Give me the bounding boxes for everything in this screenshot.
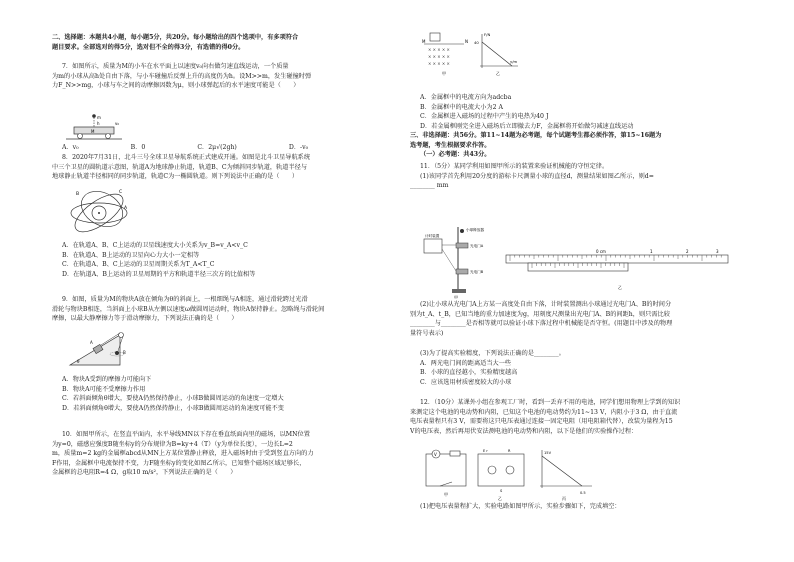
option-b: B．0 <box>130 144 146 151</box>
label: y/m <box>510 59 518 64</box>
question-12 <box>410 398 745 436</box>
section-2-heading: 二、选择题：本题共4小题，每小题5分，共20分。每小题给出的四个选项中，有多项符合 <box>52 34 299 41</box>
option-c: C．应该选用材质密度较大的小球 <box>420 378 512 386</box>
option-c: C．金属框进入磁场的过程中产生的电热为40 J <box>420 113 549 121</box>
q12-figure <box>422 446 602 502</box>
label: 1 <box>650 249 653 254</box>
section-3-heading-cont: 选考题，考生根据要求作答。 <box>410 141 491 149</box>
label: θ <box>77 359 80 364</box>
label: 光电门B <box>470 270 484 274</box>
label: 甲 <box>454 295 458 299</box>
label: S <box>500 489 503 493</box>
q7-line: 7．如图所示，质量为M的小车在水平面上以速度v₀向右做匀速直线运动，一个质量 <box>62 63 289 70</box>
label: A <box>124 206 128 211</box>
q10-line: 金属框的总电阻R=4 Ω，g取10 m/s²，下列说法正确的是（ ） <box>52 469 237 477</box>
label: 40 <box>474 40 479 45</box>
label: 乙 <box>498 496 502 501</box>
label: 乙 <box>496 71 500 76</box>
q12-step1: (1)把电压表量程扩大，实验电路如图甲所示，实验步骤如下，完成填空： <box>420 503 621 510</box>
option-d: D．-v₀ <box>288 144 309 151</box>
ball <box>92 114 96 118</box>
label: M <box>91 129 95 134</box>
question-10 <box>52 430 382 478</box>
question-11-part3 <box>410 349 745 387</box>
q9-options <box>62 375 382 413</box>
label: 3 <box>716 249 719 254</box>
q7-line: 力F_N>>mg，小球与车之间的动摩擦因数为μ，则小球弹起后的水平速度可能是（ ） <box>52 82 300 90</box>
label: B <box>123 350 126 355</box>
label: B <box>76 192 80 197</box>
q8-line: 地球静止轨道半径相同的同步轨道，轨道C为一椭圆轨道。则下列说法中正确的是（ ） <box>52 173 299 181</box>
q8-line: 中三个卫星的圆轨道示意图，轨道A为地球静止轨道，轨道B、C为倾斜同步轨道，轨道半径与 <box>52 163 308 171</box>
q10-line: m，质量m=2 kg的金属框abcd从MN上方某位置静止释放，进入磁场时由于受到竖直方向的力 <box>52 450 314 458</box>
svg-text:× × × × ×: × × × × × <box>428 54 450 59</box>
option-a: A．物块A受到的摩擦力可能向下 <box>62 376 152 383</box>
label: v₀ <box>115 121 119 126</box>
q11c-line: (3)为了提高实验精度，下列说法正确的是________。 <box>420 350 565 357</box>
question-9 <box>52 295 382 324</box>
q11-figure <box>418 223 748 299</box>
question-11-part2 <box>410 300 745 338</box>
label: 乙 <box>618 285 622 290</box>
label: 2 <box>686 249 689 254</box>
option-a: A．v₀ <box>62 144 79 151</box>
q10-figure <box>422 30 522 78</box>
label: h <box>97 121 100 126</box>
label: 小球释放器 <box>466 228 484 232</box>
question-8 <box>52 153 382 182</box>
svg-text:× × × × ×: × × × × × <box>428 61 450 66</box>
q10-line: 10．如图甲所示，在竖直平面内，水平导线MN以下存在垂直纸面向里的磁场，以MN位置 <box>62 431 310 438</box>
label: V <box>434 452 437 457</box>
label: C <box>119 190 123 195</box>
option-c: C．2μ√(2gh) <box>197 144 237 151</box>
option-b: B．金属框中的电流大小为2 A <box>420 103 503 111</box>
label: R <box>508 449 511 453</box>
label: 光电门A <box>470 244 484 248</box>
label: M <box>422 39 426 44</box>
q8-options <box>62 241 382 279</box>
section-3-heading: 三、非选择题：共56分。第11~14题为必考题，每个试题考生都必须作答，第15~16题为 <box>410 132 662 139</box>
q7-cart-figure <box>64 113 124 143</box>
svg-text:× × × × ×: × × × × × <box>428 47 450 52</box>
q8-orbit-figure <box>64 185 134 240</box>
q7-options <box>62 143 382 153</box>
option-d: D．若斜面倾角θ增大，要使A仍然保持静止，小球B做圆周运动的角速度可能不变 <box>62 404 284 412</box>
q9-line: 9．如图，质量为M的物块A放在倾角为θ的斜面上，一根细绳与A相连，通过滑轮跨过光滑 <box>62 296 308 303</box>
q10-options <box>420 93 745 131</box>
label: E r <box>483 449 488 453</box>
section-2-heading-cont: 题目要求。全部选对的得5分，选对但不全的得3分，有选错的得0分。 <box>52 43 245 51</box>
section-3 <box>410 131 745 160</box>
q9-incline-figure <box>68 327 128 369</box>
q11b-line: 别为t_A、t_B，已知当地的重力加速度为g，用刻度尺测量出光电门A、B的间距h，则只需比较 <box>410 310 670 318</box>
label: F/N <box>484 32 491 37</box>
q9-line: 滑轮与物块B相连，当斜面上小球B从左侧以速度ω做圆周运动时，物块A保持静止。忽略绳与滑轮间 <box>52 305 325 313</box>
option-b: B．在轨道A、B上运动的卫星向心力大小一定相等 <box>62 251 200 259</box>
q12-line: 电压表量程只有3 V，需要将这只电压表通过连接一固定电阻（用电阻箱代替），改装为量程为15 <box>410 418 673 426</box>
q11b-line: 量符号表示) <box>410 329 444 337</box>
label: 计时装置 <box>425 234 440 238</box>
label: 15V <box>544 451 552 455</box>
option-c: C．若斜面倾角θ增大，要使A仍然保持静止，小球B做圆周运动的角速度一定增大 <box>62 395 284 403</box>
q11b-line: (2)让小球从光电门A上方某一高度处自由下落，计时装置测出小球通过光电门A、B的时间分 <box>420 301 672 308</box>
option-b: B．小球的直径越小，实验精度越高 <box>420 369 518 377</box>
label: 甲 <box>442 71 446 76</box>
option-d: D．若金属框刚完全进入磁场后立即撤去力F，金属框将开始做匀减速直线运动 <box>420 122 634 130</box>
label: 甲 <box>444 492 448 497</box>
q12-line: V的电压表，然后再用伏安法测电池的电动势和内阻，以下是他们的实验操作过程： <box>410 427 638 435</box>
q11-line: 11．（5分）某同学利用如图甲所示的装置来验证机械能的守恒定律。 <box>420 163 609 170</box>
q7-line: 为m的小球从高h处自由下落，与小车碰撞后反弹上升的高度仍为h。设M>>m，发生碰撞时弹 <box>52 72 312 80</box>
option-b: B．物块A可能不受摩擦力作用 <box>62 385 146 393</box>
option-a: A．两光电门间的距离适当大一些 <box>420 359 512 367</box>
q12-line: 12．（10分）某课外小组在参观工厂时，看到一丢弃不用的电池，同学们想用物理上学到的知识 <box>420 399 681 406</box>
label: 丙 <box>562 496 566 501</box>
q11-line: ________ mm <box>410 182 449 190</box>
q11-line: (1)该同学首先利用20分度的游标卡尺测量小球的直径d，测量结果如图乙所示，则d= <box>420 172 654 180</box>
option-a: A．在轨道A、B、C上运动的卫星线速度大小关系为v_B=v_A<v_C <box>62 242 248 249</box>
q12-line: 来测定这个电池的电动势和内阻，已知这个电池的电动势约为11~13 V，内阻小于3 Ω，由于直流 <box>410 408 678 416</box>
q9-line: 摩擦，以最大静摩擦力等于滑动摩擦力，下列说法正确的是（ ） <box>52 315 238 323</box>
label: 0.5 <box>580 491 586 495</box>
option-d: D．在轨道A、B上运动的卫星周期的平方和轨道半径三次方的比值相等 <box>62 270 256 278</box>
option-a: A．金属框中的电流方向为adcba <box>420 94 512 101</box>
label: m <box>97 115 101 120</box>
question-7 <box>52 62 382 91</box>
q11b-line: ________与________是否相等就可以验证小球下落过程中机械能是否守恒。(用题目中涉及的物理 <box>410 320 673 328</box>
label: A <box>90 340 93 345</box>
q8-line: 8．2020年7月31日，北斗三号全球卫星导航系统正式建成开通。如图是北斗卫星导航系统 <box>62 154 311 161</box>
question-11 <box>410 162 745 191</box>
option-c: C．在轨道A、B、C上运动的卫星周期关系为T_A<T_C <box>62 261 215 269</box>
label: 0 cm <box>596 249 606 254</box>
q10-line: 为y=0，磁感应强度B随坐标y的分布规律为B=ky+4（T）（y为单位长度），一边长L=2 <box>52 440 293 448</box>
label: N <box>465 39 468 44</box>
required-heading: （一）必考题：共43分。 <box>420 151 491 159</box>
q10-line: F作用，金属框中电流保持不变，力F随坐标y的变化如图乙所示，已知整个磁场区域足够长， <box>52 459 306 467</box>
